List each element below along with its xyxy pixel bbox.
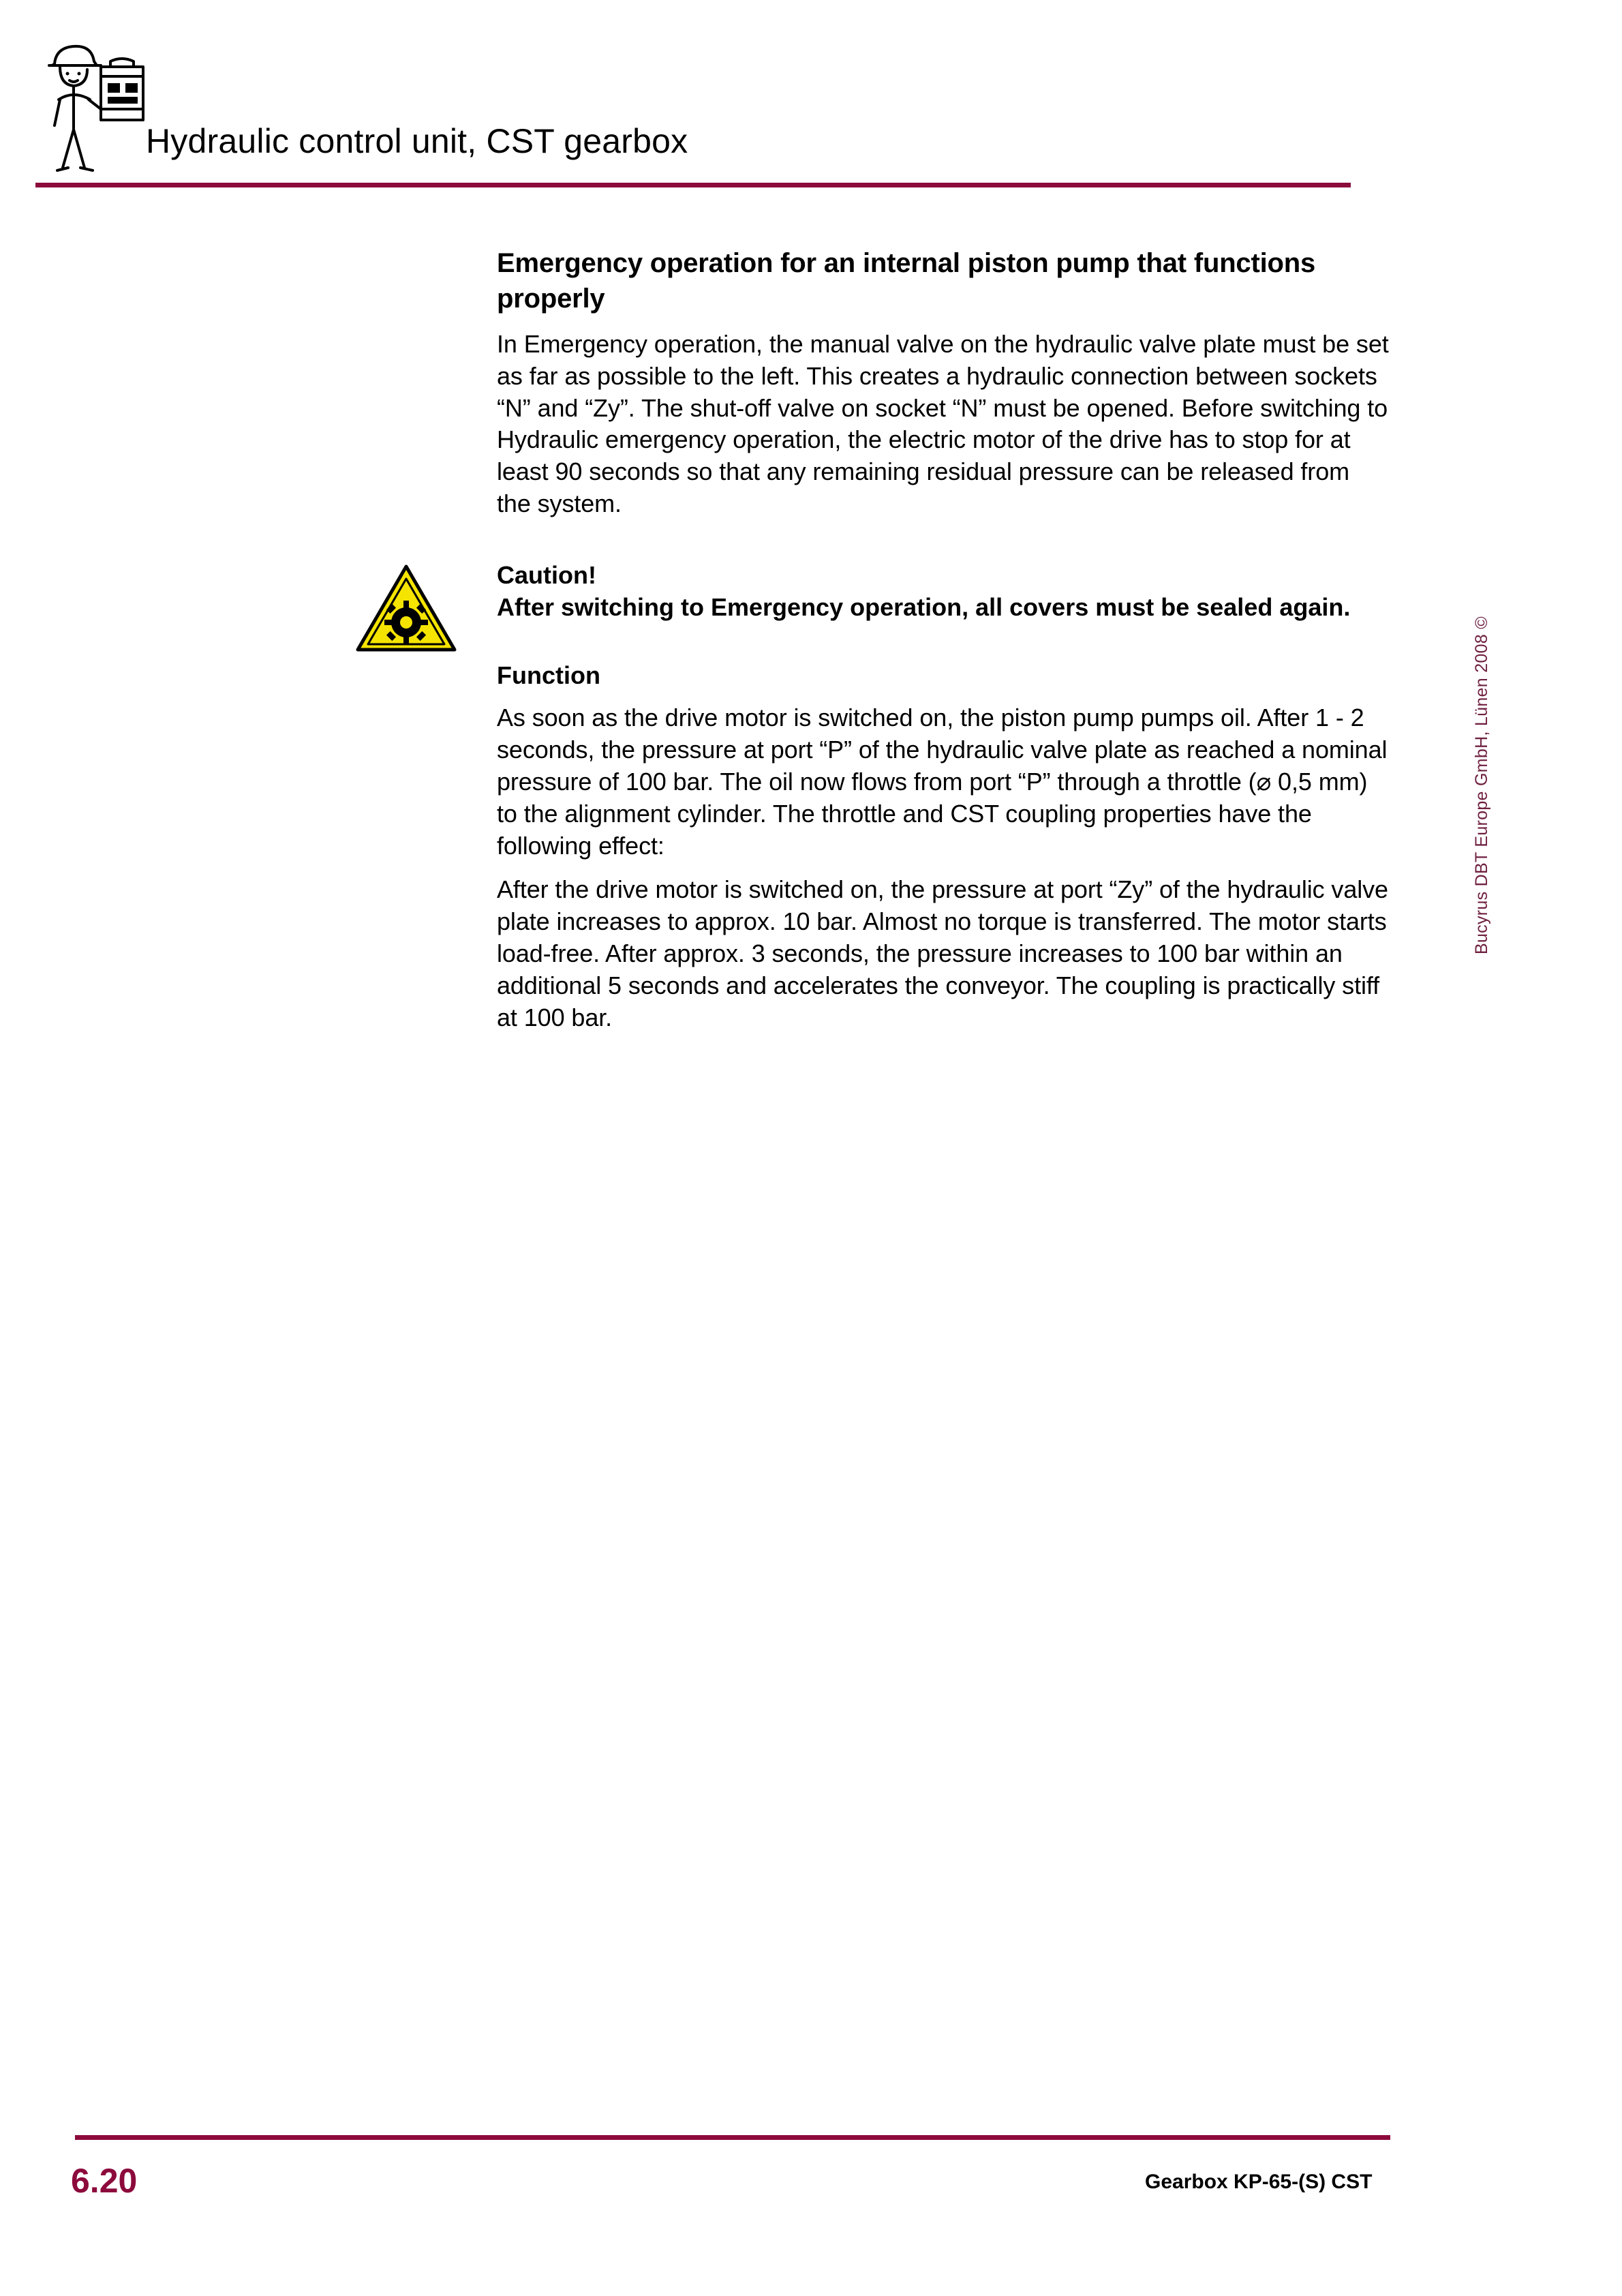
copyright-side-note: Bucyrus DBT Europe GmbH, Lünen 2008 © (1472, 616, 1491, 954)
footer-document-name: Gearbox KP-65-(S) CST (1145, 2171, 1373, 2193)
caution-block (497, 560, 1390, 624)
caution-heading: Caution! (497, 560, 596, 589)
caution-text: After switching to Emergency operation, all covers must be sealed again. (497, 592, 1351, 621)
main-content (497, 245, 1390, 1033)
footer-divider (75, 2135, 1390, 2140)
page-title: Hydraulic control unit, CST gearbox (146, 122, 688, 160)
page-number: 6.20 (71, 2162, 138, 2200)
miner-with-toolbox-icon (35, 34, 158, 177)
page-header (0, 0, 1622, 205)
warning-triangle-gear-icon (355, 562, 457, 654)
function-paragraph-2: After the drive motor is switched on, the pressure at port “Zy” of the hydraulic valve plate increases to approx. 10 bar. Almost no torque is transferred. The motor starts load-free. After approx. 3 seconds, the pressure increases to 100 bar within an additional 5 seconds and accelerates the conveyor. The coupling is practically stiff at 100 bar. (497, 875, 1388, 1031)
intro-paragraph: In Emergency operation, the manual valve on the hydraulic valve plate must be set as far as possible to the left. This creates a hydraulic connection between sockets “N” and “Zy”. The shut-off valve on socket “N” must be opened. Before switching to Hydraulic emergency operation, the electric motor of the drive has to stop for at least 90 seconds so that any remaining residual pressure can be released from the system. (497, 330, 1389, 517)
function-heading: Function (497, 661, 600, 690)
header-divider (35, 183, 1351, 187)
function-paragraph-1: As soon as the drive motor is switched on, the piston pump pumps oil. After 1 - 2 seconds, the pressure at port “P” of the hydraulic valve plate as reached a nominal pressure of 100 bar. The oil now flows from port “P” through a throttle (⌀ 0,5 mm) to the alignment cylinder. The throttle and CST coupling properties have the following effect: (497, 704, 1388, 860)
section-title: Emergency operation for an internal piston pump that functions properly (497, 248, 1316, 314)
